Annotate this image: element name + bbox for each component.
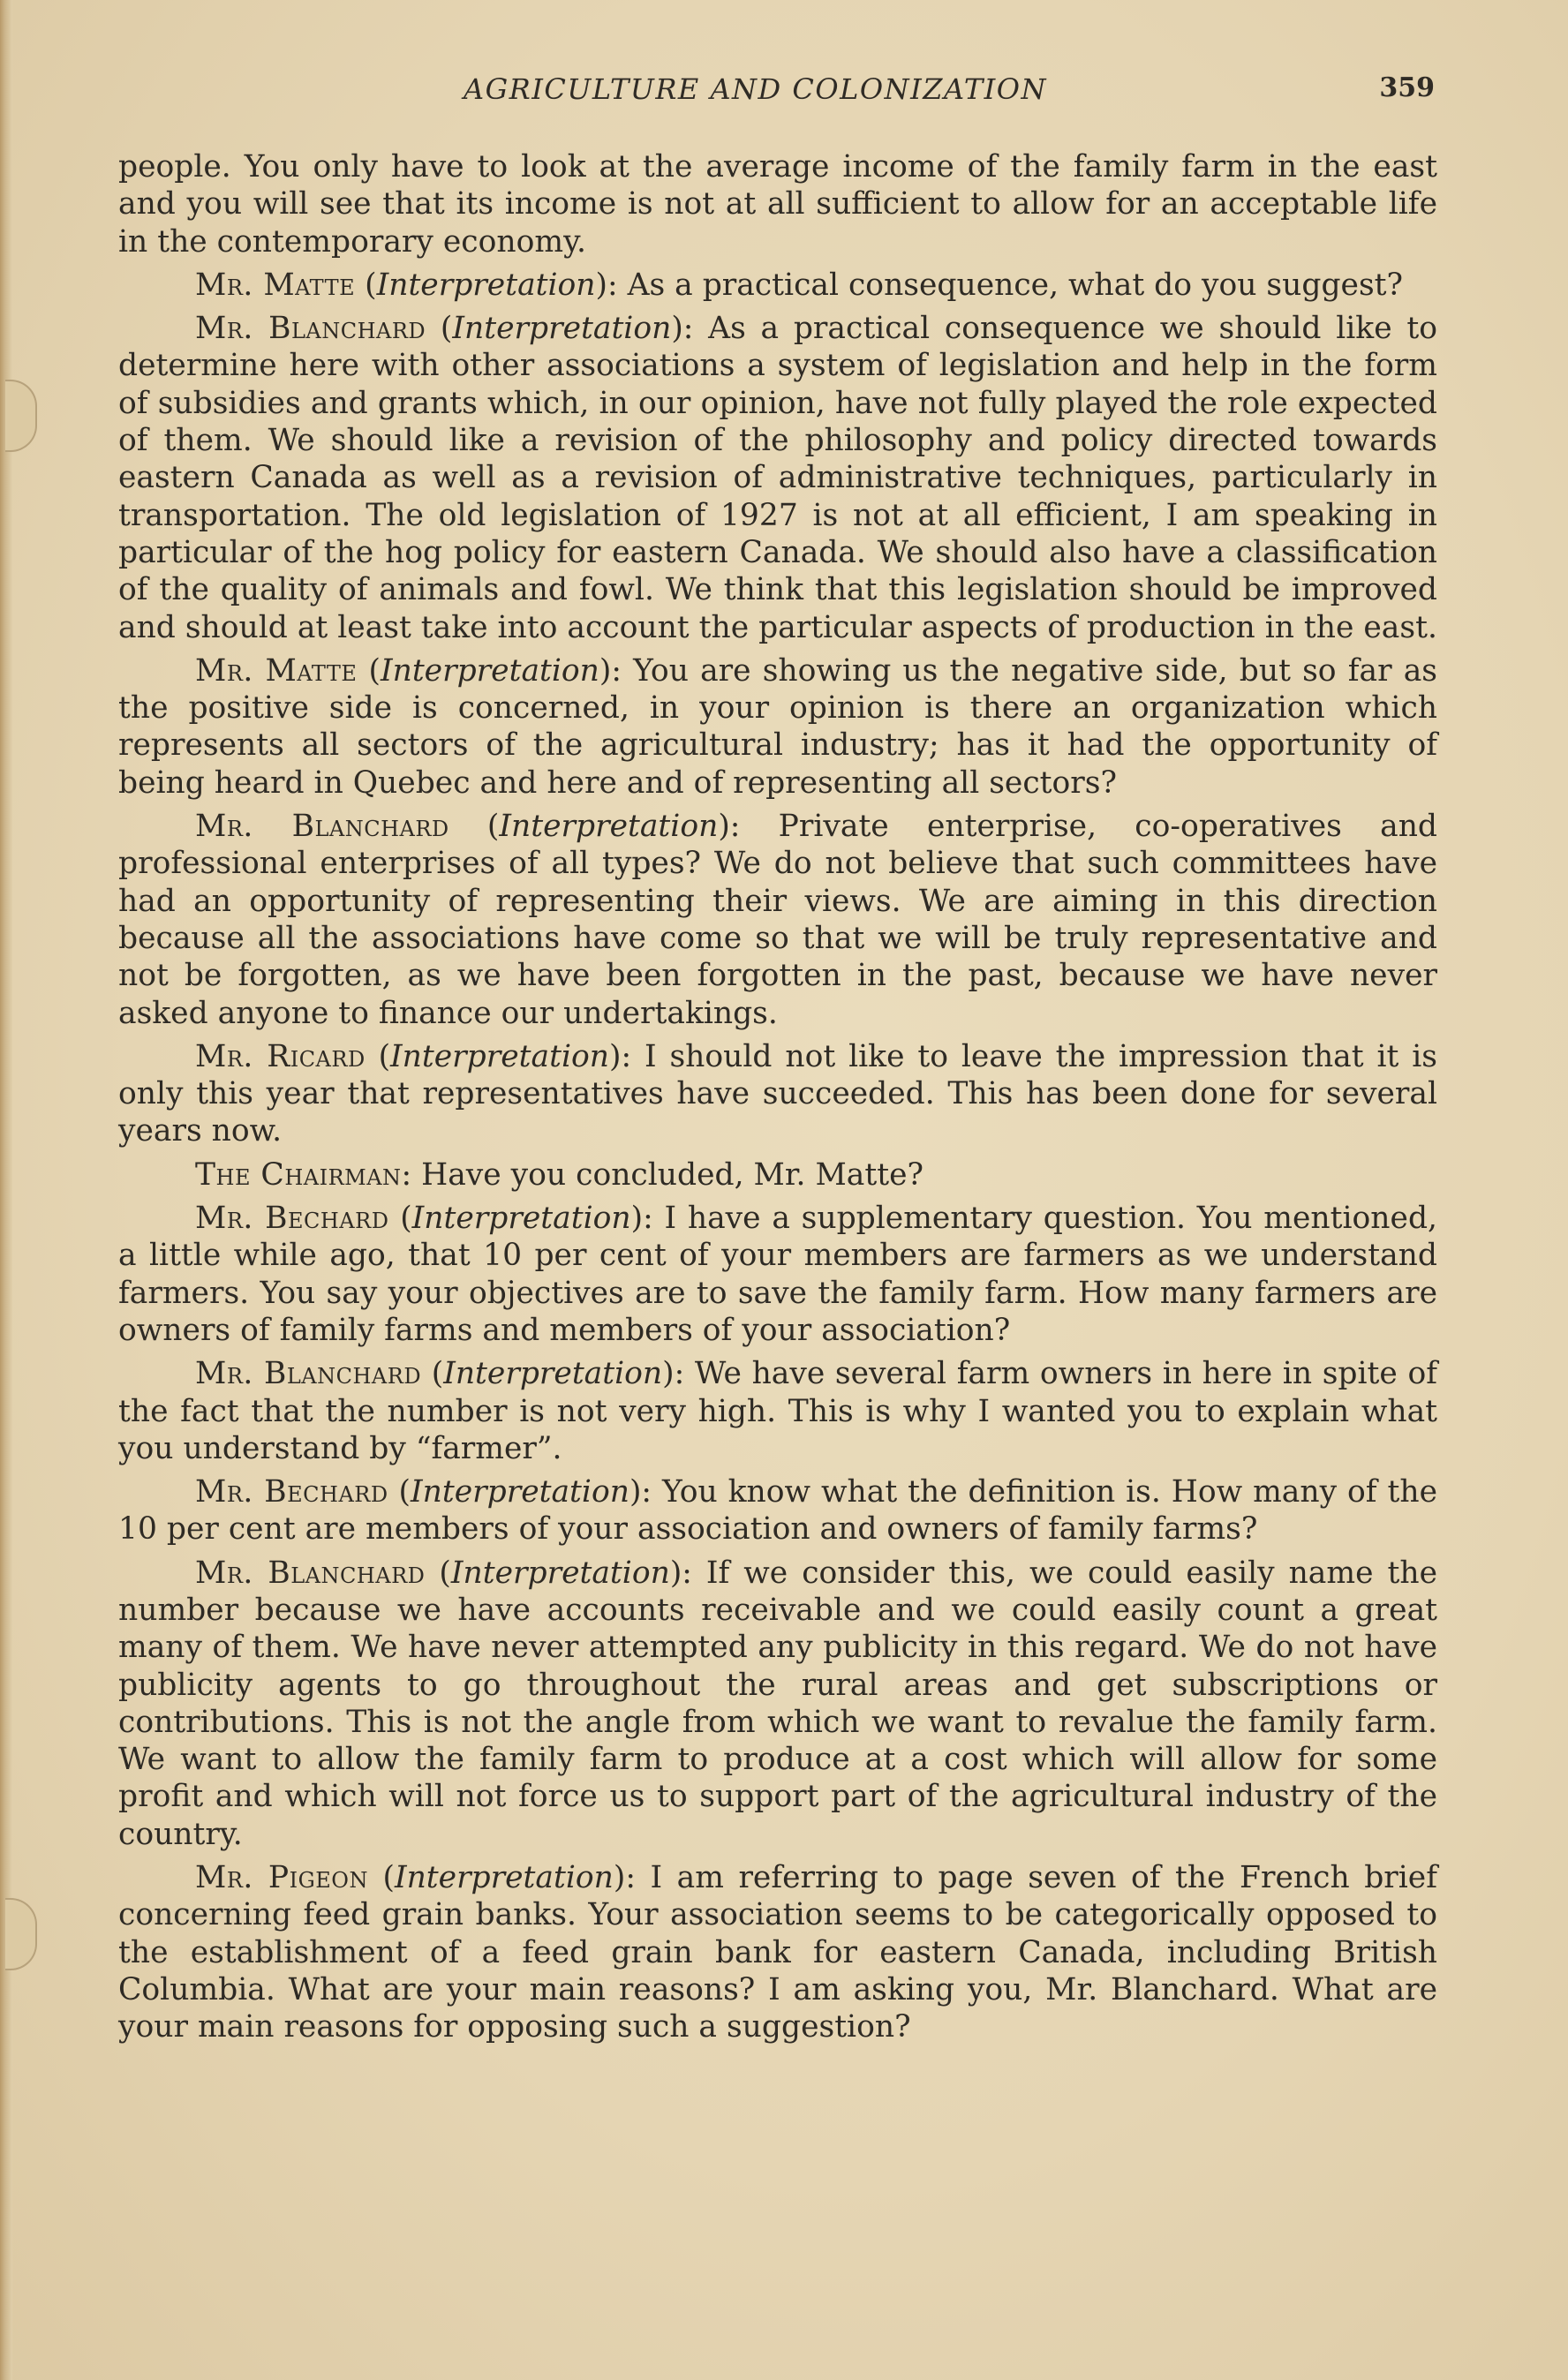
binding-thread-mark: [5, 380, 37, 452]
speaker-name: Mr. Pigeon: [195, 1860, 368, 1896]
interpretation-note: Interpretation: [394, 1860, 614, 1896]
paragraph-text: You are showing us the negative side, but so far as the positive side is concerned, in your opinion is there an organization which represents all sectors of the agricultural industry; has it had the opportunity of being heard in Quebec and here and of representing all sectors?: [118, 652, 1437, 801]
transcript-paragraph: Mr. Ricard (Interpretation): I should not like to leave the impression that it is only this year that representatives have succeeded. This has been done for several years now.: [118, 1038, 1437, 1149]
paragraph-text: If we consider this, we could easily name the number because we have accounts receivable and we could easily count a great many of them. We have never attempted any publicity in this regard. We do not have publicity agents to go throughout the rural areas and get subscriptions or contributions. This is not the angle from which we want to revalue the family farm. We want to allow the family farm to produce at a cost which will allow for some profit and which will not force us to support part of the agricultural industry of the country.: [118, 1555, 1437, 1852]
transcript-paragraph: Mr. Blanchard (Interpretation): We have several farm owners in here in spite of the fact that the number is not very high. This is why I wanted you to explain what you understand by “farmer”.: [118, 1356, 1437, 1466]
speaker-name: Mr. Blanchard: [195, 1555, 426, 1591]
interpretation-note: Interpretation: [376, 267, 596, 303]
speaker-name: Mr. Bechard: [195, 1474, 388, 1510]
interpretation-note: Interpretation: [499, 809, 719, 845]
running-title: AGRICULTURE AND COLONIZATION: [464, 72, 1048, 106]
speaker-name: Mr. Ricard: [195, 1038, 366, 1074]
transcript-paragraph: Mr. Blanchard (Interpretation): If we consider this, we could easily name the number because we have accounts receivable and we could easily count a great many of them. We have never attempted any publicity in this regard. We do not have publicity agents to go throughout the rural areas and get subscriptions or contributions. This is not the angle from which we want to revalue the family farm. We want to allow the family farm to produce at a cost which will allow for some profit and which will not force us to support part of the agricultural industry of the country.: [118, 1555, 1437, 1852]
speaker-name: Mr. Bechard: [195, 1201, 389, 1237]
transcript-paragraph: Mr. Blanchard (Interpretation): As a practical consequence we should like to determine here with other associations a system of legislation and help in the form of subsidies and grants which, in our opinion, have not fully played the role expected of them. We should like a revision of the philosophy and policy directed towards eastern Canada as well as a revision of administrative techniques, particularly in transportation. The old legislation of 1927 is not at all efficient, I am speaking in particular of the hog policy for eastern Canada. We should also have a classification of the quality of animals and fowl. We think that this legislation should be improved and should at least take into account the particular aspects of production in the east.: [118, 311, 1437, 645]
speaker-name: Mr. Blanchard: [195, 311, 426, 347]
transcript-body: [118, 148, 1437, 2052]
binding-thread-mark: [5, 1898, 37, 1970]
transcript-paragraph: [118, 148, 1437, 260]
speaker-name: Mr. Blanchard: [195, 1356, 422, 1392]
speaker-name: The Chairman: [195, 1156, 402, 1193]
transcript-paragraph: Mr. Blanchard (Interpretation): Private enterprise, co-operatives and professional enterprises of all types? We do not believe that such committees have had an opportunity of representing their views. We are aiming in this direction because all the associations have come so that we will be truly representative and not be forgotten, as we have been forgotten in the past, because we have never asked anyone to finance our undertakings.: [118, 809, 1437, 1031]
paragraph-text: We have several farm owners in here in spite of the fact that the number is not very high. This is why I wanted you to explain what you understand by “farmer”.: [118, 1356, 1437, 1466]
transcript-paragraph: Mr. Matte (Interpretation): You are showing us the negative side, but so far as the positive side is concerned, in your opinion is there an organization which represents all sectors of the agricultural industry; has it had the opportunity of being heard in Quebec and here and of representing all sectors?: [118, 652, 1437, 801]
page-number: 359: [1379, 72, 1435, 103]
page-binding-edge: [0, 0, 12, 2380]
interpretation-note: Interpretation: [452, 311, 672, 347]
transcript-paragraph: Mr. Bechard (Interpretation): You know what the definition is. How many of the 10 per cent are members of your association and owners of family farms?: [118, 1474, 1437, 1548]
transcript-paragraph: Mr. Pigeon (Interpretation): I am referring to page seven of the French brief concerning feed grain banks. Your association seems to be categorically opposed to the establishment of a feed grain bank for eastern Canada, including British Columbia. What are your main reasons? I am asking you, Mr. Blanchard. What are your main reasons for opposing such a suggestion?: [118, 1860, 1437, 2045]
paragraph-text: You know what the definition is. How many of the 10 per cent are members of your association and owners of family farms?: [118, 1474, 1437, 1548]
page-header: [119, 72, 1435, 117]
interpretation-note: Interpretation: [411, 1201, 631, 1237]
transcript-paragraph: The Chairman: Have you concluded, Mr. Matte?: [195, 1156, 924, 1193]
paragraph-text: people. You only have to look at the average income of the family farm in the east and you will see that its income is not at all sufficient to allow for an acceptable life in the contemporary economy.: [118, 149, 1437, 260]
speaker-name: Mr. Blanchard: [195, 809, 449, 845]
paragraph-text: I should not like to leave the impression that it is only this year that representatives have succeeded. This has been done for several years now.: [118, 1038, 1437, 1149]
paragraph-text: I am referring to page seven of the French brief concerning feed grain banks. Your association seems to be categorically opposed to the establishment of a feed grain bank for eastern Canada, including British Columbia. What are your main reasons? I am asking you, Mr. Blanchard. What are your main reasons for opposing such a suggestion?: [118, 1860, 1437, 2045]
paragraph-text: Private enterprise, co-operatives and professional enterprises of all types? We do not believe that such committees have had an opportunity of representing their views. We are aiming in this direction because all the associations have come so that we will be truly representative and not be forgotten, as we have been forgotten in the past, because we have never asked anyone to finance our undertakings.: [118, 809, 1437, 1031]
transcript-paragraph: Mr. Bechard (Interpretation): I have a supplementary question. You mentioned, a little while ago, that 10 per cent of your members are farmers as we understand farmers. You say your objectives are to save the family farm. How many farmers are owners of family farms and members of your association?: [118, 1201, 1437, 1348]
interpretation-note: Interpretation: [443, 1356, 663, 1392]
interpretation-note: Interpretation: [390, 1038, 609, 1074]
speaker-name: Mr. Matte: [195, 267, 356, 303]
interpretation-note: Interpretation: [411, 1474, 629, 1510]
paragraph-text: Have you concluded, Mr. Matte?: [421, 1156, 924, 1193]
speaker-name: Mr. Matte: [195, 652, 358, 689]
interpretation-note: Interpretation: [450, 1555, 670, 1591]
paragraph-text: As a practical consequence we should like to determine here with other associations a system of legislation and help in the form of subsidies and grants which, in our opinion, have not fully played the role expected of them. We should like a revision of the philosophy and policy directed towards eastern Canada as well as a revision of administrative techniques, particularly in transportation. The old legislation of 1927 is not at all efficient, I am speaking in particular of the hog policy for eastern Canada. We should also have a classification of the quality of animals and fowl. We think that this legislation should be improved and should at least take into account the particular aspects of production in the east.: [118, 311, 1437, 645]
paragraph-text: As a practical consequence, what do you suggest?: [627, 267, 1404, 303]
paragraph-text: I have a supplementary question. You mentioned, a little while ago, that 10 per cent of your members are farmers as we understand farmers. You say your objectives are to save the family farm. How many farmers are owners of family farms and members of your association?: [118, 1201, 1437, 1348]
transcript-paragraph: Mr. Matte (Interpretation): As a practical consequence, what do you suggest?: [195, 267, 1404, 303]
interpretation-note: Interpretation: [380, 652, 599, 689]
